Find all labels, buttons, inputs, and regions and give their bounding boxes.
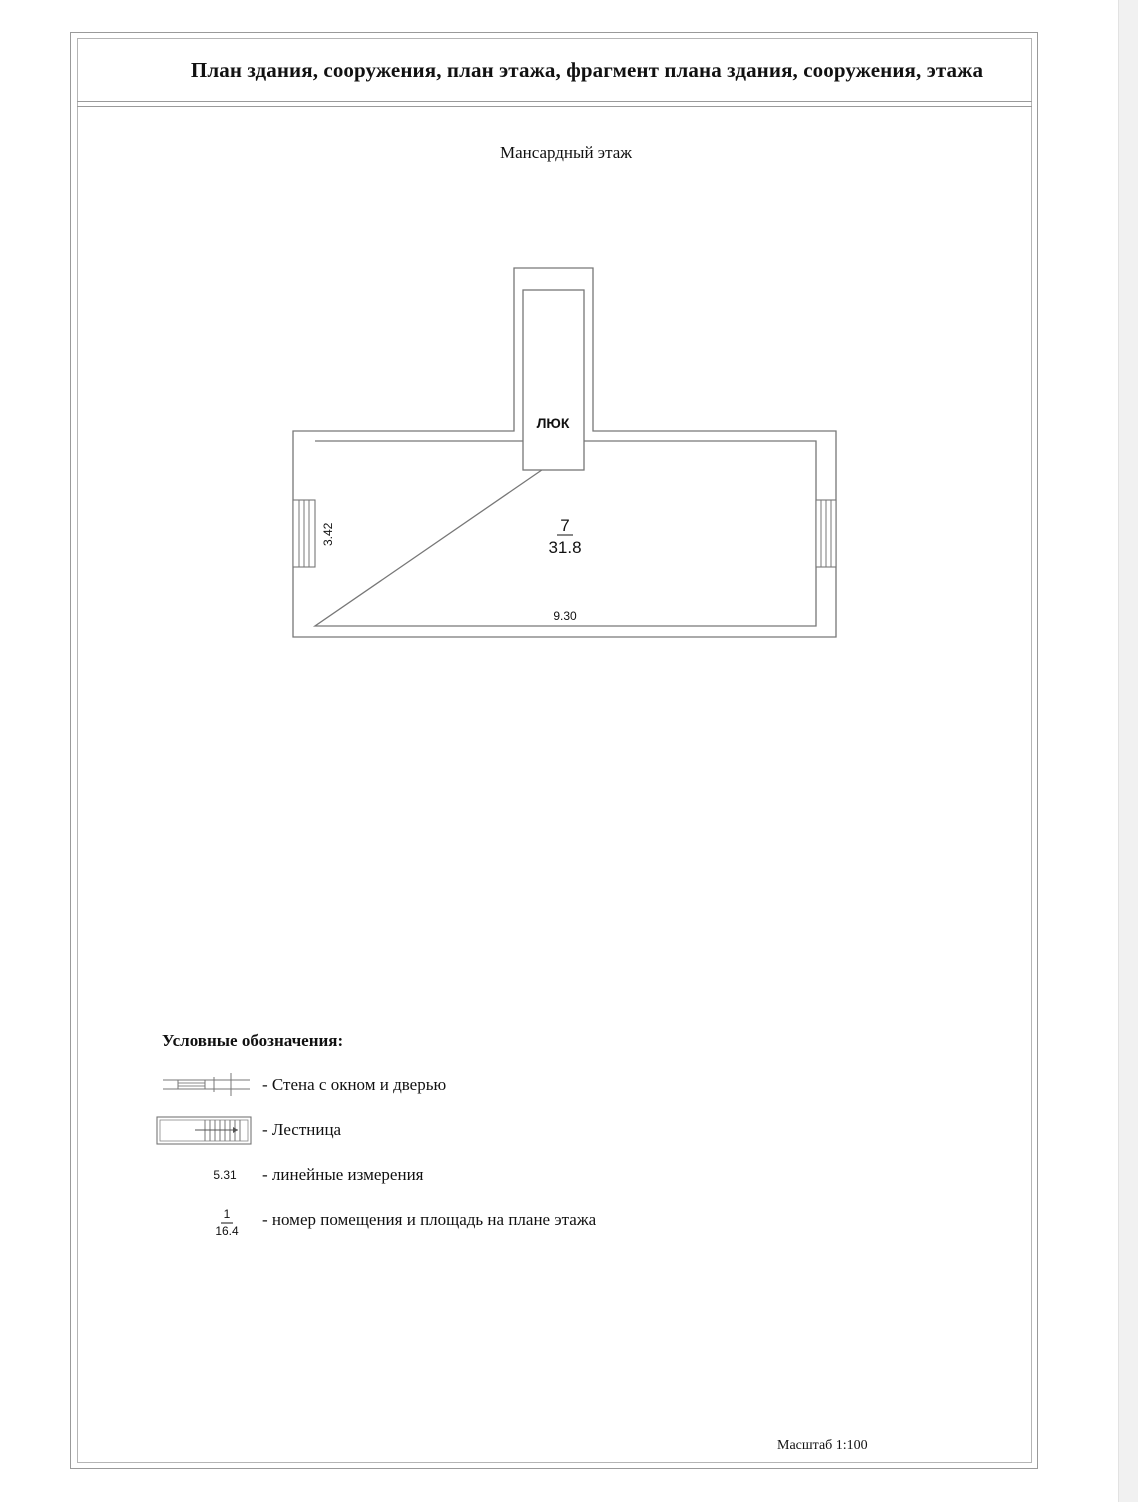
- legend-title: Условные обозначения:: [162, 1031, 344, 1050]
- sheet-title: План здания, сооружения, план этажа, фрагмент плана здания, сооружения, этажа: [190, 58, 984, 82]
- scale-label: Масштаб 1:100: [777, 1438, 868, 1453]
- staircase-icon: [157, 1117, 251, 1144]
- room-area: 31.8: [548, 538, 582, 557]
- legend-label-dimensions: - линейные измерения: [262, 1165, 424, 1184]
- dimension-width: 9.30: [553, 609, 577, 623]
- legend-sample-dimension: 5.31: [213, 1168, 237, 1182]
- dimension-height: 3.42: [321, 522, 335, 546]
- floor-title: Мансардный этаж: [499, 143, 633, 162]
- hatch-label: ЛЮК: [536, 415, 570, 431]
- left-window: [293, 500, 315, 567]
- legend-sample-room-number: 1: [223, 1207, 231, 1221]
- legend-label-room: - номер помещения и площадь на плане этажа: [262, 1210, 597, 1229]
- hatch-shaft: [523, 290, 584, 470]
- room-number: 7: [560, 516, 570, 535]
- legend-sample-room-area: 16.4: [215, 1224, 239, 1238]
- wall-with-window-door-icon: [163, 1073, 250, 1096]
- legend-label-stairs: - Лестница: [262, 1120, 342, 1139]
- legend-label-wall: - Стена с окном и дверью: [262, 1075, 447, 1094]
- right-window: [816, 500, 836, 567]
